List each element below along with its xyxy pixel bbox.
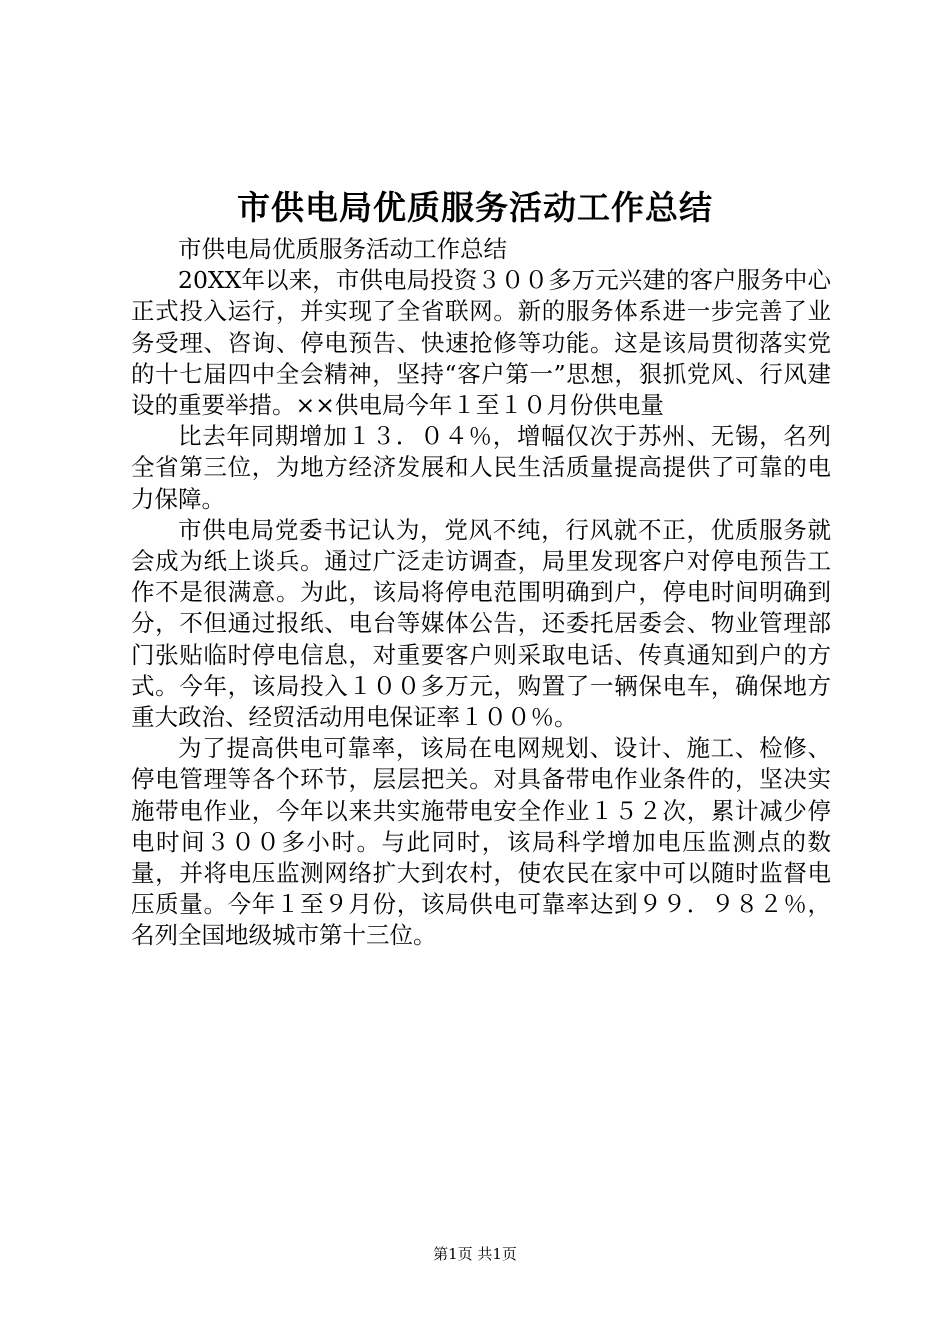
page-footer: 第1页 共1页 [433, 1245, 517, 1263]
paragraph: 比去年同期增加１３．０４％，增幅仅次于苏州、无锡，名列全省第三位，为地方经济发展和人民生活质量提高提供了可靠的电力保障。 [131, 422, 831, 513]
paragraph-subtitle: 市供电局优质服务活动工作总结 [178, 235, 507, 263]
paragraph: 为了提高供电可靠率，该局在电网规划、设计、施工、检修、停电管理等各个环节，层层把关。对具备带电作业条件的，坚决实施带电作业，今年以来共实施带电安全作业１５２次，累计减少停电时间３００多小时。与此同时，该局科学增加电压监测点的数量，并将电压监测网络扩大到农村，使农民在家中可以随时监督电压质量。今年１至９月份，该局供电可靠率达到９９．９８２％，名列全国地级城市第十三位。 [131, 734, 831, 950]
paragraph: 市供电局党委书记认为，党风不纯，行风就不正，优质服务就会成为纸上谈兵。通过广泛走访调查，局里发现客户对停电预告工作不是很满意。为此，该局将停电范围明确到户，停电时间明确到分，不但通过报纸、电台等媒体公告，还委托居委会、物业管理部门张贴临时停电信息，对重要客户则采取电话、传真通知到户的方式。今年，该局投入１００多万元，购置了一辆保电车，确保地方重大政治、经贸活动用电保证率１００％。 [131, 515, 831, 732]
document-body [131, 234, 831, 952]
document-title: 市供电局优质服务活动工作总结 [237, 188, 713, 227]
paragraph: 20XX年以来，市供电局投资３００多万元兴建的客户服务中心正式投入运行，并实现了全省联网。新的服务体系进一步完善了业务受理、咨询、停电预告、快速抢修等功能。这是该局贯彻落实党的十七届四中全会精神，坚持“客户第一”思想，狠抓党风、行风建设的重要举措。××供电局今年１至１０月份供电量 [131, 266, 831, 420]
